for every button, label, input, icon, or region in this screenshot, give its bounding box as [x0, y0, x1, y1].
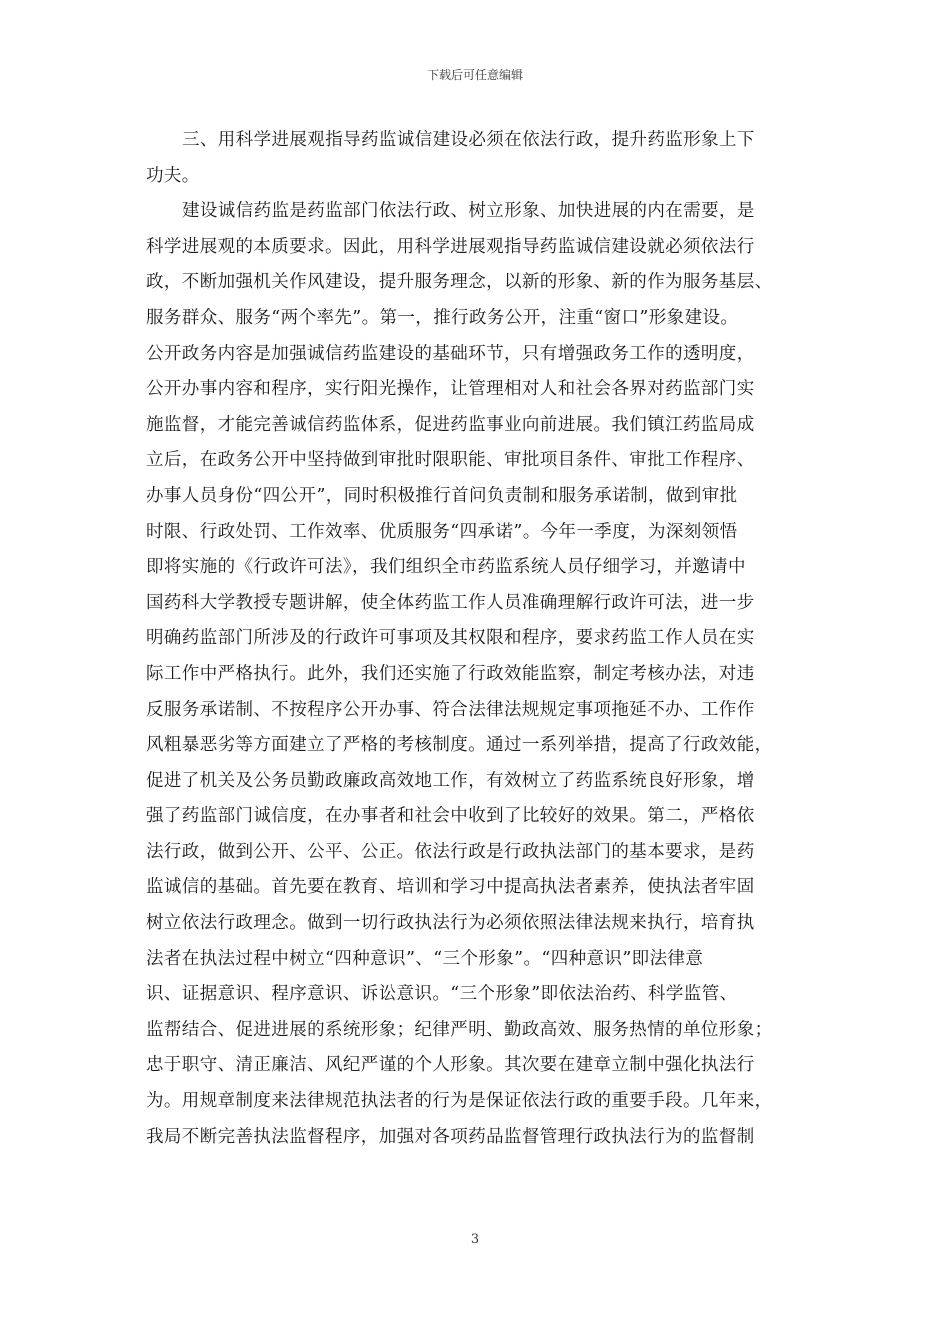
- paragraph-line: 科学进展观的本质要求。因此，用科学进展观指导药监诚信建设就必须依法行: [146, 236, 755, 257]
- paragraph-line: 我局不断完善执法监督程序，加强对各项药品监督管理行政执法行为的监督制: [146, 1126, 755, 1147]
- paragraph-line: 忠于职守、清正廉洁、风纪严谨的个人形象。其次要在建章立制中强化执法行: [146, 1055, 755, 1076]
- paragraph-line: 办事人员身份“四公开”，同时积极推行首问负责制和服务承诺制，做到审批: [146, 485, 738, 506]
- paragraph-line: 功夫。: [146, 165, 200, 186]
- body-text: [146, 123, 802, 1155]
- paragraph-line: 树立依法行政理念。做到一切行政执法行为必须依照法律法规来执行，培育执: [146, 913, 755, 934]
- paragraph-line: 施监督，才能完善诚信药监体系，促进药监事业向前进展。我们镇江药监局成: [146, 414, 755, 435]
- paragraph-line: 时限、行政处罚、工作效率、优质服务“四承诺”。今年一季度，为深刻领悟: [146, 521, 738, 542]
- paragraph-line: 法者在执法过程中树立“四种意识”、“三个形象”。“四种意识”即法律意: [146, 948, 704, 969]
- page-header: 下载后可任意编辑: [426, 68, 523, 82]
- paragraph-line: 监诚信的基础。首先要在教育、培训和学习中提高执法者素养，使执法者牢固: [146, 877, 755, 898]
- paragraph-line: 建设诚信药监是药监部门依法行政、树立形象、加快进展的内在需要，是: [182, 201, 755, 222]
- paragraph-line: 三、用科学进展观指导药监诚信建设必须在依法行政，提升药监形象上下: [182, 130, 755, 150]
- paragraph-line: 反服务承诺制、不按程序公开办事、符合法律法规规定事项拖延不办、工作作: [146, 699, 755, 720]
- page-number: 3: [470, 1232, 480, 1247]
- paragraph-line: 监帮结合、促进进展的系统形象；纪律严明、勤政高效、服务热情的单位形象；: [146, 1019, 773, 1040]
- paragraph-line: 明确药监部门所涉及的行政许可事项及其权限和程序，要求药监工作人员在实: [146, 628, 755, 649]
- paragraph-line: 强了药监部门诚信度，在办事者和社会中收到了比较好的效果。第二，严格依: [146, 806, 755, 827]
- paragraph-line: 法行政，做到公开、公平、公正。依法行政是行政执法部门的基本要求，是药: [146, 841, 755, 862]
- paragraph-line: 际工作中严格执行。此外，我们还实施了行政效能监察，制定考核办法，对违: [146, 663, 755, 684]
- paragraph-line: 即将实施的《行政许可法》，我们组织全市药监系统人员仔细学习，并邀请中: [146, 557, 746, 578]
- paragraph-line: 促进了机关及公务员勤政廉政高效地工作，有效树立了药监系统良好形象，增: [146, 770, 755, 791]
- paragraph-line: 公开办事内容和程序，实行阳光操作，让管理相对人和社会各界对药监部门实: [146, 379, 755, 400]
- paragraph-line: 公开政务内容是加强诚信药监建设的基础环节，只有增强政务工作的透明度，: [146, 343, 755, 364]
- paragraph-line: 识、证据意识、程序意识、诉讼意识。“三个形象”即依法治药、科学监管、: [146, 984, 738, 1005]
- paragraph-line: 服务群众、服务“两个率先”。第一，推行政务公开，注重“窗口”形象建设。: [146, 307, 739, 328]
- paragraph-line: 国药科大学教授专题讲解，使全体药监工作人员准确理解行政许可法，进一步: [146, 592, 755, 613]
- paragraph-line: 风粗暴恶劣等方面建立了严格的考核制度。通过一系列举措，提高了行政效能，: [146, 735, 773, 756]
- paragraph-line: 政，不断加强机关作风建设，提升服务理念，以新的形象、新的作为服务基层、: [146, 272, 773, 293]
- paragraph-line: 为。用规章制度来法律规范执法者的行为是保证依法行政的重要手段。几年来，: [146, 1091, 773, 1112]
- paragraph-line: 立后，在政务公开中坚持做到审批时限职能、审批项目条件、审批工作程序、: [146, 450, 755, 471]
